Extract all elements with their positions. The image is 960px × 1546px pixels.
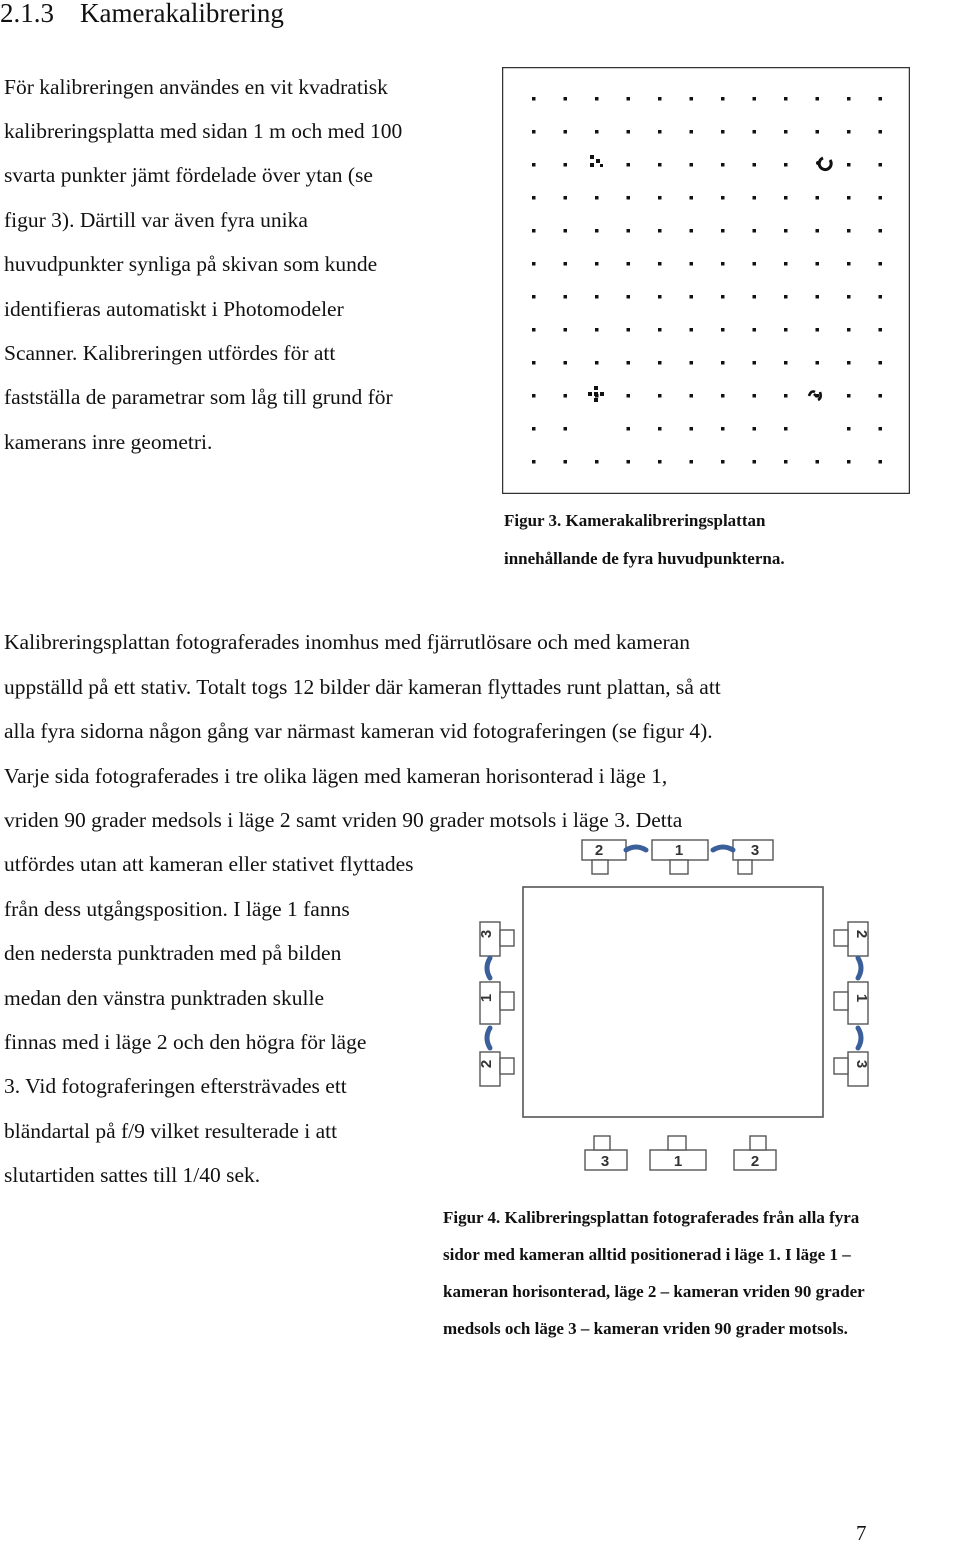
calibration-dot bbox=[784, 97, 788, 101]
calibration-dot bbox=[816, 262, 820, 266]
paragraph-line: vriden 90 grader medsols i läge 2 samt vriden 90 grader motsols i läge 3. Detta bbox=[4, 808, 683, 832]
calibration-dot bbox=[816, 361, 820, 365]
camera-lens bbox=[750, 1136, 766, 1150]
paragraph-line: uppställd på ett stativ. Totalt togs 12 bilder där kameran flyttades runt plattan, så att bbox=[4, 675, 721, 699]
paragraph-line: slutartiden sattes till 1/40 sek. bbox=[4, 1163, 261, 1187]
calibration-dot bbox=[690, 460, 694, 464]
calibration-dot bbox=[721, 427, 725, 431]
camera-position-3 bbox=[478, 922, 514, 956]
section-number: 2.1.3 bbox=[0, 0, 54, 28]
camera-lens bbox=[834, 930, 848, 946]
camera-position-1 bbox=[650, 1136, 706, 1170]
calibration-dot bbox=[847, 196, 851, 200]
section-heading bbox=[0, 0, 284, 32]
calibration-dot bbox=[784, 361, 788, 365]
calibration-dot bbox=[627, 130, 631, 134]
calibration-dot bbox=[564, 97, 568, 101]
calibration-dot bbox=[564, 196, 568, 200]
calibration-dot bbox=[753, 460, 757, 464]
calibration-dot bbox=[690, 328, 694, 332]
section-title: Kamerakalibrering bbox=[80, 0, 284, 28]
calibration-dot bbox=[847, 130, 851, 134]
calibration-dot bbox=[690, 295, 694, 299]
calibration-dot bbox=[658, 295, 662, 299]
calibration-dot bbox=[658, 394, 662, 398]
camera-lens bbox=[834, 1058, 848, 1074]
calibration-dot bbox=[753, 97, 757, 101]
calibration-dot bbox=[532, 196, 536, 200]
calibration-dot bbox=[532, 295, 536, 299]
camera-position-3 bbox=[733, 840, 773, 874]
calibration-dot bbox=[721, 196, 725, 200]
calibration-dot bbox=[627, 163, 631, 167]
calibration-dot bbox=[753, 328, 757, 332]
calibration-dot bbox=[721, 97, 725, 101]
paragraph-line: den nedersta punktraden med på bilden bbox=[4, 941, 342, 965]
camera-label: 2 bbox=[853, 929, 870, 939]
calibration-dot bbox=[595, 328, 599, 332]
camera-label: 2 bbox=[478, 1059, 495, 1069]
caption-line: innehållande de fyra huvudpunkterna. bbox=[504, 549, 785, 568]
calibration-dot bbox=[532, 229, 536, 233]
camera-label: 1 bbox=[853, 993, 870, 1003]
calibration-plate-figure bbox=[502, 67, 910, 494]
paragraph-line: från dess utgångsposition. I läge 1 fanns bbox=[4, 897, 350, 921]
camera-lens bbox=[592, 860, 608, 874]
camera-lens bbox=[668, 1136, 686, 1150]
calibration-dot bbox=[532, 361, 536, 365]
camera-position-2 bbox=[478, 1052, 514, 1086]
calibration-dot bbox=[753, 361, 757, 365]
camera-body bbox=[848, 1052, 868, 1086]
calibration-dot bbox=[847, 262, 851, 266]
calibration-dot bbox=[690, 394, 694, 398]
paragraph-line: svarta punkter jämt fördelade över ytan (se bbox=[4, 163, 373, 187]
calibration-dot bbox=[564, 361, 568, 365]
calibration-dot bbox=[595, 262, 599, 266]
calibration-dot bbox=[721, 460, 725, 464]
calibration-dot bbox=[721, 361, 725, 365]
paragraph-line: Varje sida fotograferades i tre olika lägen med kameran horisonterad i läge 1, bbox=[4, 764, 668, 788]
calibration-dot bbox=[564, 163, 568, 167]
calibration-dot bbox=[816, 295, 820, 299]
calibration-dot bbox=[532, 427, 536, 431]
calibration-dot bbox=[627, 262, 631, 266]
calibration-dot bbox=[627, 427, 631, 431]
paragraph-line: identifieras automatiskt i Photomodeler bbox=[4, 297, 344, 321]
calibration-dot bbox=[627, 361, 631, 365]
camera-position-3 bbox=[585, 1136, 627, 1170]
calibration-dot bbox=[721, 163, 725, 167]
camera-lens bbox=[594, 1136, 610, 1150]
plate-outline bbox=[523, 887, 823, 1117]
calibration-dot bbox=[690, 262, 694, 266]
camera-positions-diagram bbox=[470, 830, 890, 1180]
camera-lens bbox=[670, 860, 688, 874]
caption-line: sidor med kameran alltid positionerad i läge 1. I läge 1 – bbox=[443, 1245, 851, 1264]
calibration-dot bbox=[784, 460, 788, 464]
calibration-dot bbox=[847, 427, 851, 431]
calibration-dot bbox=[658, 361, 662, 365]
calibration-dot bbox=[627, 295, 631, 299]
calibration-dot bbox=[627, 394, 631, 398]
calibration-dot bbox=[816, 328, 820, 332]
calibration-dot bbox=[784, 295, 788, 299]
calibration-dot bbox=[784, 427, 788, 431]
calibration-dot bbox=[879, 394, 883, 398]
camera-label: 2 bbox=[750, 1153, 760, 1170]
paragraph-line: huvudpunkter synliga på skivan som kunde bbox=[4, 252, 378, 276]
calibration-dot bbox=[595, 361, 599, 365]
camera-position-2 bbox=[734, 1136, 776, 1170]
rotation-arrow bbox=[713, 847, 733, 850]
calibration-dot bbox=[627, 460, 631, 464]
calibration-dot bbox=[658, 163, 662, 167]
calibration-dot bbox=[753, 394, 757, 398]
camera-body bbox=[582, 840, 626, 860]
camera-position-3 bbox=[834, 1052, 870, 1086]
camera-label: 3 bbox=[853, 1059, 870, 1069]
camera-label: 1 bbox=[673, 1153, 683, 1170]
camera-lens bbox=[500, 992, 514, 1010]
calibration-dot bbox=[658, 229, 662, 233]
calibration-dot bbox=[847, 295, 851, 299]
calibration-dot bbox=[658, 328, 662, 332]
calibration-dot bbox=[690, 361, 694, 365]
calibration-dot bbox=[879, 130, 883, 134]
calibration-dot bbox=[564, 229, 568, 233]
paragraph-line: Kalibreringsplattan fotograferades inomhus med fjärrutlösare och med kameran bbox=[4, 630, 690, 654]
calibration-dot bbox=[816, 130, 820, 134]
calibration-dot bbox=[532, 262, 536, 266]
calibration-dot bbox=[595, 229, 599, 233]
camera-position-1 bbox=[652, 840, 708, 874]
calibration-dot bbox=[690, 196, 694, 200]
camera-position-1 bbox=[478, 982, 514, 1024]
calibration-dot bbox=[658, 460, 662, 464]
calibration-dot bbox=[879, 361, 883, 365]
calibration-dot bbox=[847, 163, 851, 167]
calibration-dot bbox=[847, 361, 851, 365]
calibration-dot bbox=[658, 130, 662, 134]
rotation-arrow bbox=[487, 1028, 490, 1048]
calibration-dot bbox=[721, 262, 725, 266]
camera-label: 3 bbox=[478, 929, 495, 939]
page-number: 7 bbox=[856, 1521, 867, 1545]
calibration-dot bbox=[753, 262, 757, 266]
camera-lens bbox=[834, 992, 848, 1010]
calibration-dot bbox=[564, 394, 568, 398]
paragraph-line: medan den vänstra punktraden skulle bbox=[4, 986, 325, 1010]
caption-line: kameran horisonterad, läge 2 – kameran vriden 90 grader bbox=[443, 1282, 865, 1301]
camera-label: 1 bbox=[674, 842, 684, 859]
calibration-dot bbox=[532, 394, 536, 398]
calibration-dot bbox=[879, 460, 883, 464]
calibration-dot bbox=[847, 97, 851, 101]
camera-label: 1 bbox=[478, 993, 495, 1003]
calibration-dot bbox=[721, 229, 725, 233]
calibration-dot bbox=[753, 427, 757, 431]
calibration-dot bbox=[879, 328, 883, 332]
calibration-dot bbox=[784, 262, 788, 266]
calibration-dot bbox=[532, 130, 536, 134]
calibration-dot bbox=[847, 460, 851, 464]
calibration-dot bbox=[658, 97, 662, 101]
calibration-dot bbox=[532, 163, 536, 167]
calibration-dot bbox=[879, 229, 883, 233]
calibration-dot bbox=[753, 163, 757, 167]
calibration-dot bbox=[784, 394, 788, 398]
calibration-dot bbox=[879, 427, 883, 431]
camera-label: 2 bbox=[594, 842, 604, 859]
calibration-dot bbox=[595, 295, 599, 299]
paragraph-line: figur 3). Därtill var även fyra unika bbox=[4, 208, 308, 232]
paragraph-line: För kalibreringen användes en vit kvadratisk bbox=[4, 75, 388, 99]
calibration-dot bbox=[784, 163, 788, 167]
calibration-dot bbox=[564, 460, 568, 464]
camera-lens bbox=[500, 1058, 514, 1074]
caption-line: Figur 4. Kalibreringsplattan fotograferades från alla fyra bbox=[443, 1208, 860, 1227]
calibration-dot bbox=[690, 229, 694, 233]
calibration-dot bbox=[627, 97, 631, 101]
calibration-dot bbox=[816, 196, 820, 200]
calibration-dot bbox=[564, 262, 568, 266]
calibration-dot bbox=[532, 328, 536, 332]
calibration-dot bbox=[847, 229, 851, 233]
camera-label: 3 bbox=[600, 1153, 610, 1170]
paragraph-line: utfördes utan att kameran eller stativet flyttades bbox=[4, 852, 414, 876]
camera-position-2 bbox=[582, 840, 626, 874]
calibration-dot bbox=[627, 328, 631, 332]
paragraph-line: fastställa de parametrar som låg till grund för bbox=[4, 385, 393, 409]
calibration-dot bbox=[564, 427, 568, 431]
rotation-arrow bbox=[626, 847, 646, 850]
camera-lens bbox=[738, 860, 752, 874]
calibration-dot bbox=[564, 328, 568, 332]
calibration-dot bbox=[564, 295, 568, 299]
calibration-dot bbox=[595, 196, 599, 200]
calibration-dot bbox=[595, 97, 599, 101]
calibration-dot bbox=[816, 460, 820, 464]
camera-lens bbox=[500, 930, 514, 946]
calibration-dot bbox=[784, 130, 788, 134]
rotation-arrow bbox=[487, 958, 490, 978]
calibration-dot bbox=[879, 97, 883, 101]
calibration-dot bbox=[721, 328, 725, 332]
calibration-dot bbox=[690, 163, 694, 167]
calibration-dot bbox=[690, 427, 694, 431]
calibration-dot bbox=[879, 163, 883, 167]
paragraph-line: 3. Vid fotograferingen eftersträvades ett bbox=[4, 1074, 347, 1098]
calibration-dot bbox=[690, 130, 694, 134]
camera-label: 3 bbox=[750, 842, 760, 859]
calibration-dot bbox=[753, 130, 757, 134]
calibration-dot bbox=[753, 196, 757, 200]
calibration-dot bbox=[847, 394, 851, 398]
calibration-dot bbox=[721, 394, 725, 398]
calibration-dot bbox=[627, 229, 631, 233]
calibration-dot bbox=[627, 196, 631, 200]
camera-body bbox=[848, 922, 868, 956]
calibration-dot bbox=[532, 97, 536, 101]
calibration-dot bbox=[595, 130, 599, 134]
rotation-arrow bbox=[858, 1028, 861, 1048]
caption-line: Figur 3. Kamerakalibreringsplattan bbox=[504, 511, 766, 530]
calibration-dot bbox=[658, 427, 662, 431]
paragraph-line: kalibreringsplatta med sidan 1 m och med 100 bbox=[4, 119, 403, 143]
calibration-dot bbox=[658, 262, 662, 266]
paragraph-line: Scanner. Kalibreringen utfördes för att bbox=[4, 341, 336, 365]
calibration-dot bbox=[595, 460, 599, 464]
paragraph-line: kamerans inre geometri. bbox=[4, 430, 213, 454]
camera-position-2 bbox=[834, 922, 870, 956]
caption-line: medsols och läge 3 – kameran vriden 90 grader motsols. bbox=[443, 1319, 848, 1338]
calibration-dot bbox=[879, 295, 883, 299]
calibration-dot bbox=[784, 229, 788, 233]
camera-body bbox=[848, 982, 868, 1024]
paragraph-line: alla fyra sidorna någon gång var närmast kameran vid fotograferingen (se figur 4). bbox=[4, 719, 713, 743]
calibration-dot bbox=[690, 97, 694, 101]
calibration-dot bbox=[784, 196, 788, 200]
rotation-arrow bbox=[858, 958, 861, 978]
calibration-dot bbox=[564, 130, 568, 134]
calibration-dot bbox=[816, 97, 820, 101]
calibration-dot bbox=[721, 295, 725, 299]
calibration-dot bbox=[879, 196, 883, 200]
calibration-dot bbox=[658, 196, 662, 200]
calibration-dot bbox=[753, 229, 757, 233]
calibration-dot bbox=[532, 460, 536, 464]
calibration-dot bbox=[784, 328, 788, 332]
paragraph-line: finnas med i läge 2 och den högra för läge bbox=[4, 1030, 367, 1054]
calibration-dot bbox=[879, 262, 883, 266]
camera-position-1 bbox=[834, 982, 870, 1024]
calibration-dot bbox=[721, 130, 725, 134]
calibration-dot bbox=[847, 328, 851, 332]
calibration-dot bbox=[753, 295, 757, 299]
paragraph-line: bländartal på f/9 vilket resulterade i att bbox=[4, 1119, 338, 1143]
calibration-dot bbox=[816, 229, 820, 233]
